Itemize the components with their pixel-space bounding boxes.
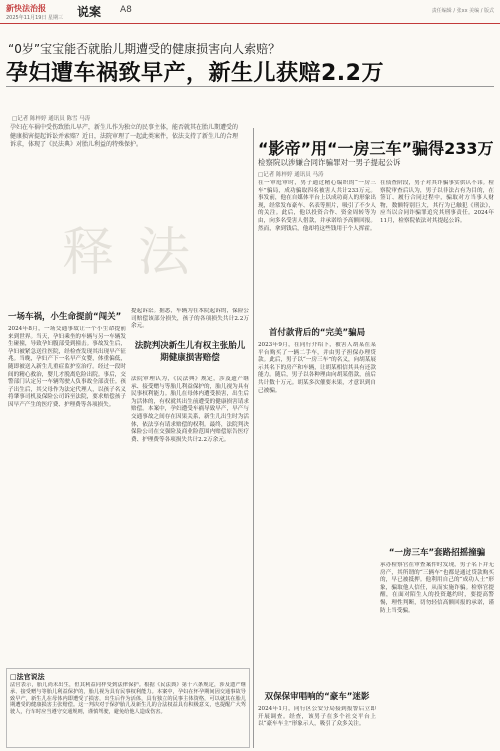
right-col3-text: 2024年1月，同行区公安分局接到报警后立即开展调查。经查，该男子在多个社交平台上以“豪车车主”形象示人，吸引了众多关注。 — [258, 706, 376, 728]
masthead — [0, 0, 500, 24]
column-divider — [253, 128, 254, 748]
col1-subhead: 一场车祸，小生命提前“闯关” — [8, 312, 122, 322]
col1-text: 2024年8月，一场交通事故让一个小生命提前来到世界。当天，孕妇乘坐的车辆与另一车辆发生碰撞，导致孕妇腹部受到撞击。事故发生后，孕妇被紧急送往医院，经检查发现其出现早产征兆。当晚，孕妇产下一名早产女婴，体重偏低，随即被送入新生儿重症监护室治疗。经过一段时间的精心救治，婴儿才脱离危险出院。事后，交警部门认定另一车辆驾驶人负事故全部责任。孩子出生后，其父母作为法定代理人，以孩子名义将肇事司机及保险公司诉至法院，要求赔偿孩子因早产产生的医疗费、护理费等各项损失。 — [8, 326, 126, 408]
right-headline: “影帝”用“一房三车”骗得233万 — [258, 139, 494, 158]
editor-credit: 责任编辑 / 张xx 美编 / 版式 — [431, 8, 494, 14]
right-col1-text: 在一审庭审时，男子通过精心编织的“一房三车”骗局，成功骗取四名被害人共计233万元。事发前，他在自媒体平台上以成功商人的形象出现，经常发布豪车、名表等照片，吸引了不少人的关注。此后，他以投资合作、资金周转等为由，向多名受害人借款，并承诺给予高额回报。然而，拿到钱后，他却将这些钱用于个人挥霍。 — [258, 180, 376, 232]
right-col1-text2: 2023年9月，在同行介绍下，被害人胡某在某平台购买了一辆二手车，并由男子担保办理贷款。此后，男子以“一房三车”的名义，向胡某展示其名下的房产和车辆，让胡某相信其具有还款能力。随后，男子以各种理由向胡某借款，前后共计数十万元。胡某多次催要未果，才意识到自己被骗。 — [258, 342, 376, 394]
lead-headline: 孕妇遭车祸致早产，新生儿获赔2.2万 — [6, 61, 384, 86]
lead-paragraph: 孕妇在车祸中受伤致胎儿早产，新生儿作为独立的民事主体，能否就其在胎儿期遭受的健康损害提起诉讼并索赔？近日，法院审理了一起此类案件，依法支持了新生儿的合理诉求，体现了《民法典》对胎儿利益的特殊保护。 — [10, 124, 239, 148]
col2-text: 提起诉讼。据悉，车辆为在本院起诉的，保险公司赔偿该部分损失，孩子的各项损失共计2.2万余元。 — [131, 308, 249, 330]
page-number: A8 — [120, 5, 132, 15]
right-col2-text: 在侦查阶段，男子对其诈骗事实供认不讳。检察院审查后认为，男子以非法占有为目的，在签订、履行合同过程中，骗取对方当事人财物，数额特别巨大，其行为已触犯《刑法》，应当以合同诈骗罪追究其刑事责任。2024年11月，检察院依法对其提起公诉。 — [380, 180, 494, 224]
right-byline: □记者 陈梓婷 通讯员 马涛 — [258, 172, 324, 178]
lead-kicker: “0岁”宝宝能否就胎儿期遭受的健康损害向人索赔？ — [8, 42, 281, 56]
judge-comment-text: 法官表示，胎儿尚未出生，但其利益同样受到法律保护。根据《民法典》第十六条规定，涉及遗产继承、接受赠与等胎儿利益保护的，胎儿视为具有民事权利能力。本案中，孕妇在怀孕期间因交通事故导致早产，新生儿在母体内即遭受了损害，出生后作为活体，具有独立的民事主体资格，可以就其在胎儿期遭受的健康损害主张赔偿。这一判决对于保护胎儿及新生儿的合法权益具有积极意义，也提醒广大驾驶人，行车时应当遵守交通规则，谨慎驾驶，避免给他人造成伤害。 — [10, 682, 246, 716]
judge-comment-title: □法官说法 — [10, 673, 45, 681]
section-name: 说案 — [77, 5, 102, 19]
col2-text2: 法院审理认为，《民法典》规定，涉及遗产继承、接受赠与等胎儿利益保护的，胎儿视为具有民事权利能力。胎儿在母体内遭受损害，出生后为活体的，有权就其出生前遭受的健康损害请求赔偿。本案中，孕妇遭受车祸导致早产，早产与交通事故之间存在因果关系，新生儿出生时为活体，依法享有请求赔偿的权利。最终，法院判决保险公司在交强险及商业险范围内赔偿原告医疗费、护理费等各项损失共计2.2万余元。 — [131, 376, 249, 443]
right-subheadline: 检察院以涉嫌合同诈骗罪对一男子提起公诉 — [258, 158, 401, 167]
lead-byline: □记者 陈梓婷 通讯员 陈雪 马涛 — [12, 116, 91, 122]
right-col3-subhead: 双保保审唱响的“豪车”迷影 — [264, 692, 370, 702]
headline-rule — [6, 86, 494, 87]
right-col2-subhead: “一房三车”套路招摇撞骗 — [388, 548, 486, 558]
watermark-title: 释法 — [62, 223, 215, 283]
issue-date: 2025年11月19日 星期三 — [6, 15, 64, 21]
col2-subhead: 法院判决新生儿有权主张胎儿期健康损害赔偿 — [134, 341, 246, 363]
right-col2-text2: 承办检察官在审查案件时发现，男子名下并无房产，其所谓的“三辆车”也都是通过贷款购买的，早已被抵押。他利用自己的“成功人士”形象，骗取他人信任，从而实施诈骗。检察官提醒，在面对陌生人的投资邀约时，要提高警惕，理性判断，切勿轻信高额回报的承诺，谨防上当受骗。 — [380, 562, 494, 614]
newspaper-logo: 新快法治报 — [6, 4, 46, 13]
right-col1-subhead: 首付款背后的“完美”骗局 — [268, 328, 366, 338]
